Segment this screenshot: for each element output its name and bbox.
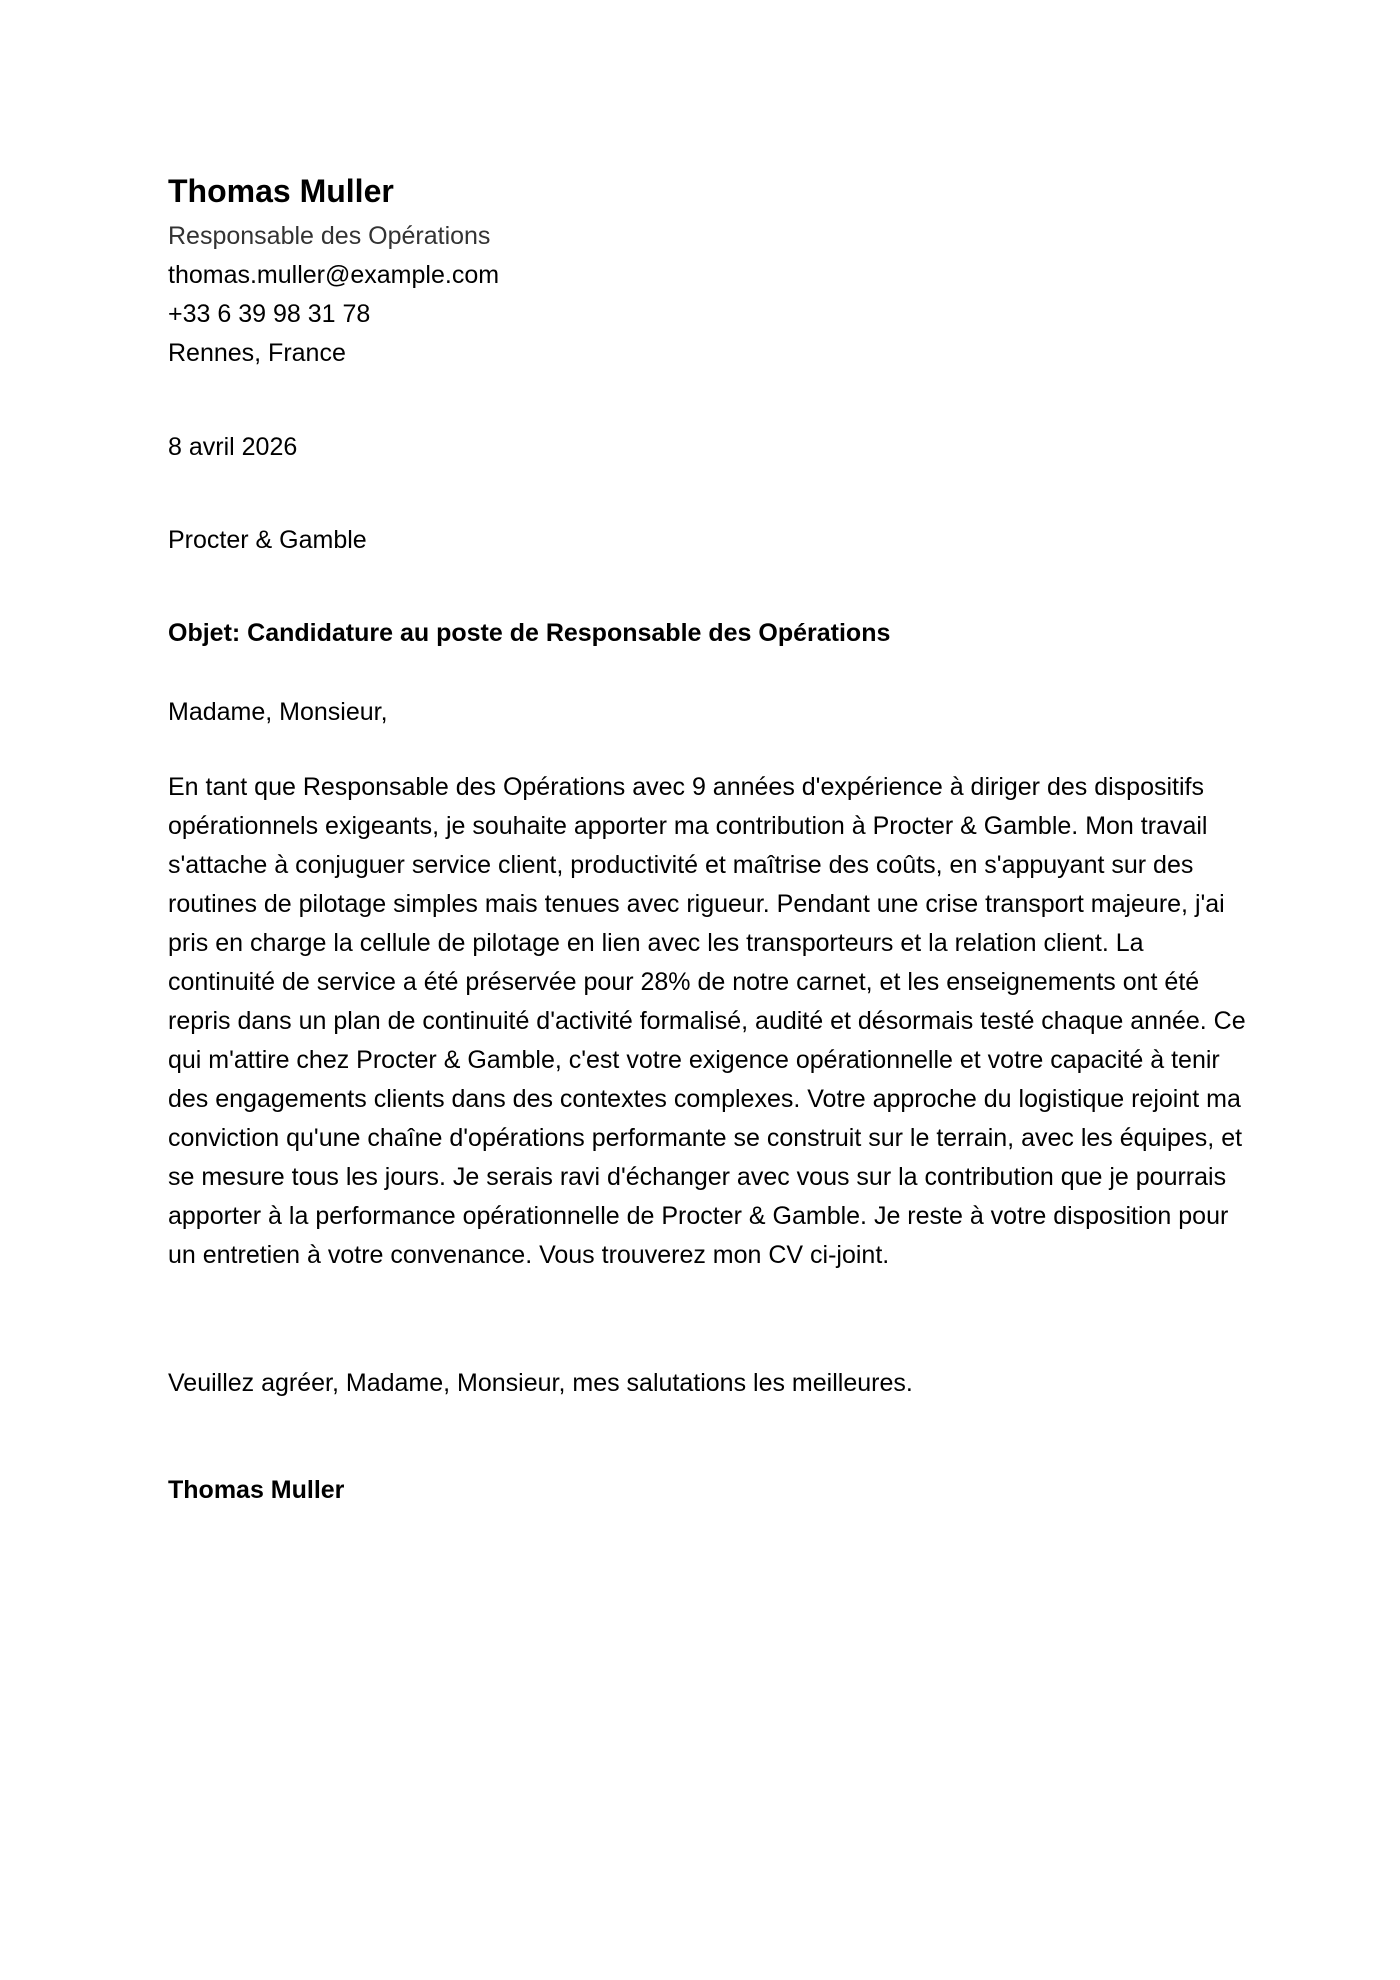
salutation: Madame, Monsieur, [168, 698, 388, 726]
sender-email: thomas.muller@example.com [168, 261, 500, 289]
letter-subject: Objet: Candidature au poste de Responsable des Opérations [168, 619, 891, 647]
sender-phone: +33 6 39 98 31 78 [168, 300, 371, 328]
letter-body: En tant que Responsable des Opérations avec 9 années d'expérience à diriger des dispositifs opérationnels exigeants, je souhaite apporter ma contribution à Procter & Gamble. Mon travail s'attache à conjuguer service client, productivité et maîtrise des coûts, en s'appuyant sur des routines de pilotage simples mais tenues avec rigueur. Pendant une crise transport majeure, j'ai pris en charge la cellule de pilotage en lien avec les transporteurs et la relation client. La continuité de service a été préservée pour 28% de notre carnet, et les enseignements ont été repris dans un plan de continuité d'activité formalisé, audité et désormais testé chaque année. Ce qui m'attire chez Procter & Gamble, c'est votre exigence opérationnelle et votre capacité à tenir des engagements clients dans des contextes complexes. Votre approche du logistique rejoint ma conviction qu'une chaîne d'opérations performante se construit sur le terrain, avec les équipes, et se mesure tous les jours. Je serais ravi d'échanger avec vous sur la contribution que je pourrais apporter à la performance opérationnelle de Procter & Gamble. Je reste à votre disposition pour un entretien à votre convenance. Vous trouverez mon CV ci-joint. [168, 773, 1246, 1269]
sender-title: Responsable des Opérations [168, 222, 491, 250]
sender-name: Thomas Muller [168, 173, 394, 209]
closing-formula: Veuillez agréer, Madame, Monsieur, mes salutations les meilleures. [168, 1369, 913, 1397]
letter-date: 8 avril 2026 [168, 433, 298, 461]
signature: Thomas Muller [168, 1476, 345, 1504]
recipient-company: Procter & Gamble [168, 526, 367, 554]
sender-location: Rennes, France [168, 339, 346, 367]
